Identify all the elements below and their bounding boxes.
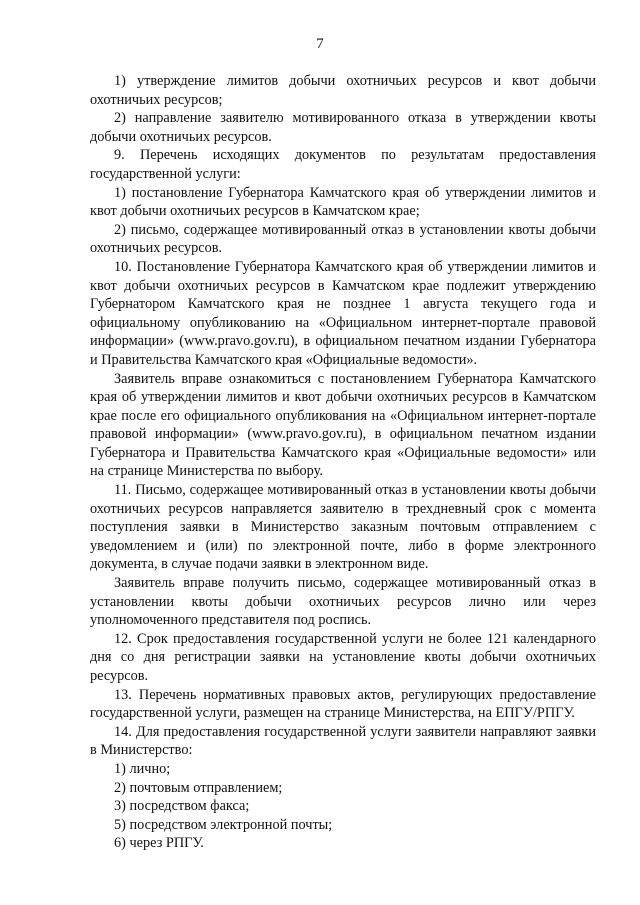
paragraph: Заявитель вправе ознакомиться с постановлением Губернатора Камчатского края об утверждении лимитов и квот добычи охотничьих ресурсов в Камчатском крае после его официального опубликования на «Официальном интернет-портале правовой информации» (www.pravo.gov.ru), в официальном печатном издании Губернатора и Правительства Камчатского края «Официальные ведомости» или на странице Министерства по выбору. <box>90 370 596 480</box>
list-item: 5) посредством электронной почты; <box>114 816 333 833</box>
list-item: 2) почтовым отправлением; <box>114 779 283 796</box>
page-number: 7 <box>316 36 324 52</box>
paragraph: 9. Перечень исходящих документов по результатам предоставления государственной услуги: <box>90 147 596 182</box>
paragraph: 10. Постановление Губернатора Камчатского края об утверждении лимитов и квот добычи охотничьих ресурсов в Камчатском крае подлежит утверждению Губернатором Камчатского края не позднее 1 августа текущего года и официальному опубликованию на «Официальном интернет-портале правовой информации» (www.pravo.gov.ru), в официальном печатном издании Губернатора и Правительства Камчатского края «Официальные ведомости». <box>90 258 596 368</box>
list-item: 1) лично; <box>114 760 171 777</box>
paragraph: 14. Для предоставления государственной услуги заявители направляют заявки в Министерство: <box>90 723 596 759</box>
paragraph: 11. Письмо, содержащее мотивированный отказ в установлении квоты добычи охотничьих ресурсов направляется заявителю в трехдневный срок с момента поступления заявки в Министерство заказным почтовым отправлением с уведомлением и (или) по электронной почте, либо в форме электронного документа, в случае подачи заявки в электронном виде. <box>90 482 596 573</box>
paragraph: 13. Перечень нормативных правовых актов, регулирующих предоставление государственной услуги, размещен на странице Министерства, на ЕПГУ/РПГУ. <box>90 686 596 722</box>
paragraph: 1) утверждение лимитов добычи охотничьих ресурсов и квот добычи охотничьих ресурсов; <box>90 73 596 108</box>
paragraph: 12. Срок предоставления государственной услуги не более 121 календарного дня со дня регистрации заявки на установление квоты добычи охотничьих ресурсов. <box>90 630 596 684</box>
list-item: 6) через РПГУ. <box>114 835 204 852</box>
paragraph: Заявитель вправе получить письмо, содержащее мотивированный отказ в установлении квоты добычи охотничьих ресурсов лично или через уполномоченного представителя под роспись. <box>90 575 596 629</box>
paragraph: 1) постановление Губернатора Камчатского края об утверждении лимитов и квот добычи охотничьих ресурсов в Камчатском крае; <box>90 184 596 220</box>
paragraph: 2) направление заявителю мотивированного отказа в утверждении квоты добычи охотничьих ресурсов. <box>90 110 596 145</box>
document-body <box>90 72 596 853</box>
list-item: 3) посредством факса; <box>114 798 250 815</box>
paragraph: 2) письмо, содержащее мотивированный отказ в установлении квоты добычи охотничьих ресурсов. <box>90 221 596 257</box>
